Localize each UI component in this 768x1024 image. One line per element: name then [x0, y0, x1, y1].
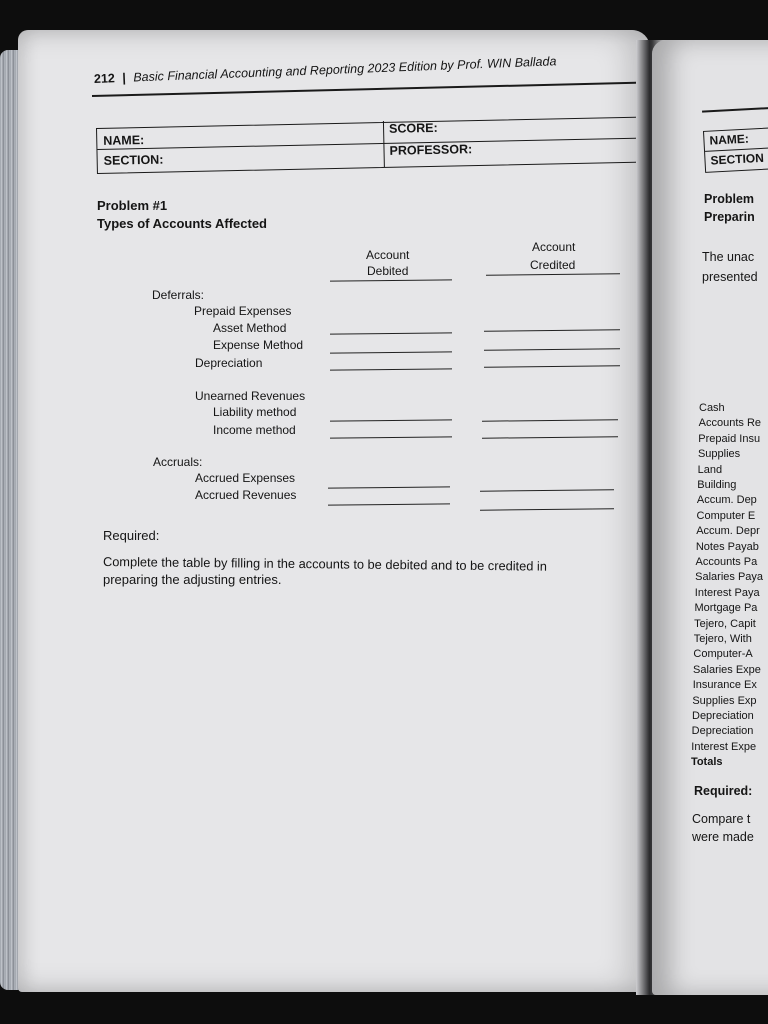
right-account-item: Accounts Pa — [695, 556, 758, 568]
right-account-item: Salaries Paya — [695, 571, 764, 584]
right-account-item: Computer-A — [693, 648, 753, 661]
left-page — [18, 30, 650, 992]
right-header-rule — [702, 105, 768, 112]
accrued-revenues-label: Accrued Revenues — [195, 488, 297, 502]
right-account-item: Depreciation — [691, 725, 754, 738]
problem-number: Problem #1 — [97, 198, 168, 213]
info-box-divider — [97, 138, 637, 150]
accrued-expenses-label: Accrued Expenses — [195, 471, 296, 485]
right-page — [652, 40, 768, 995]
right-account-item: Accounts Re — [698, 417, 762, 430]
right-account-item: Mortgage Pa — [694, 602, 758, 615]
right-info-box — [703, 125, 768, 173]
prepaid-expenses-label: Prepaid Expenses — [194, 304, 292, 318]
asset-method-label: Asset Method — [213, 321, 287, 335]
right-account-item: Computer E — [696, 509, 756, 522]
right-account-item: Insurance Ex — [692, 679, 757, 692]
right-account-item: Tejero, With — [693, 633, 752, 645]
right-account-item: Accum. Dep — [696, 494, 757, 507]
right-account-item: Depreciation — [692, 710, 754, 722]
right-compare-line2: were made — [692, 830, 754, 844]
right-required-label: Required: — [694, 784, 753, 798]
credited-header-line2: Credited — [530, 258, 576, 272]
right-account-item: Building — [697, 479, 737, 491]
right-account-item: Tejero, Capit — [694, 617, 756, 630]
right-account-item: Land — [697, 463, 723, 476]
section-label: SECTION: — [103, 152, 164, 168]
required-instruction-line1: Complete the table by filling in the accounts to be debited and to be credited in — [102, 554, 547, 574]
depreciation-label: Depreciation — [195, 356, 263, 370]
book-title: Basic Financial Accounting and Reporting 2023 Edition by Prof. WIN Ballada — [133, 54, 557, 85]
right-account-item: Notes Payab — [695, 540, 759, 553]
right-intro-line1: The unac — [702, 250, 755, 264]
right-intro-line2: presented — [702, 270, 758, 284]
right-account-item: Prepaid Insu — [698, 432, 761, 445]
right-preparing-label: Preparin — [704, 210, 755, 224]
required-label: Required: — [103, 528, 160, 543]
problem-title: Types of Accounts Affected — [97, 216, 267, 231]
info-box-column-divider — [383, 121, 385, 167]
right-account-item: Interest Expe — [691, 740, 757, 753]
right-name-label: NAME: — [709, 131, 750, 148]
right-account-item: Salaries Expe — [693, 663, 761, 676]
debited-header-line1: Account — [366, 248, 410, 262]
right-account-item: Interest Paya — [694, 586, 760, 599]
right-account-item: Supplies — [697, 448, 741, 461]
right-account-item: Cash — [699, 402, 725, 414]
right-compare-line1: Compare t — [692, 812, 751, 826]
right-account-item: Totals — [690, 756, 723, 769]
liability-method-label: Liability method — [213, 405, 297, 419]
deferrals-label: Deferrals: — [152, 288, 205, 302]
right-section-label: SECTION — [710, 150, 765, 168]
header-separator: | — [122, 70, 127, 85]
accruals-label: Accruals: — [153, 455, 203, 469]
right-account-item: Accum. Depr — [696, 525, 760, 538]
income-method-label: Income method — [213, 423, 296, 437]
expense-method-label: Expense Method — [213, 338, 304, 352]
credited-header-line1: Account — [532, 240, 576, 254]
score-label: SCORE: — [388, 120, 438, 136]
debited-header-line2: Debited — [367, 264, 409, 278]
right-problem-label: Problem — [704, 192, 755, 206]
name-label: NAME: — [103, 132, 145, 148]
required-instruction-line2: preparing the adjusting entries. — [103, 572, 282, 587]
right-account-item: Supplies Exp — [692, 694, 757, 707]
page-number: 212 — [93, 71, 116, 86]
professor-label: PROFESSOR: — [389, 142, 473, 158]
unearned-revenues-label: Unearned Revenues — [195, 389, 306, 403]
